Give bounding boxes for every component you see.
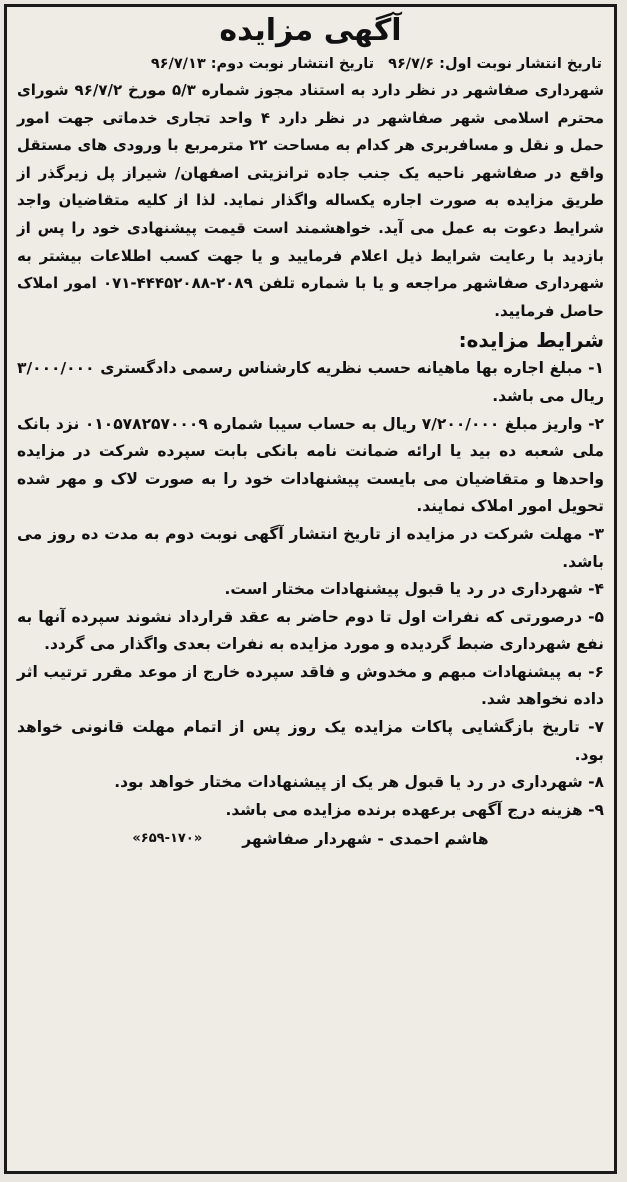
first-publish-date: تاریخ انتشار نوبت اول: ۹۶/۷/۶ <box>388 56 602 72</box>
condition-item: ۶- به پیشنهادات مبهم و مخدوش و فاقد سپرده خارج از موعد مقرر ترتیب اثر داده نخواهد شد. <box>17 662 604 709</box>
notice-body: شهرداری صفاشهر در نظر دارد به استناد مجوز شماره ۵/۳ مورخ ۹۶/۷/۲ شورای محترم اسلامی شهر صفاشهر در نظر دارد ۴ واحد تجاری خدماتی جهت امور حمل و نقل و مسافربری هر کدام به مساحت ۲۲ مترمربع با ورودی های مستقل واقع در صفاشهر ناحیه یک جنب جاده ترانزیتی اصفهان/ شیراز پل زیرگذر از طریق مزایده به صورت اجاره یکساله واگذار نماید. لذا از کلیه متقاضیان واجد شرایط دعوت به عمل می آید. خواهشمند است قیمت پیشنهادی خود را پس از بازدید با رعایت شرایط ذیل اعلام فرمایید و یا جهت کسب اطلاعات بیشتر به شهرداری صفاشهر مراجعه و یا با شماره تلفن ۲۰۸۹-۴۴۴۵۲۰۸۸-۰۷۱ امور املاک حاصل فرمایید. <box>17 81 604 320</box>
notice-footer <box>7 826 614 852</box>
signature: هاشم احمدی - شهردار صفاشهر <box>242 830 489 849</box>
notice-code: «۶۵۹-۱۷۰» <box>132 831 203 847</box>
condition-item: ۴- شهرداری در رد یا قبول پیشنهادات مختار است. <box>224 580 604 599</box>
condition-item: ۹- هزینه درج آگهی برعهده برنده مزایده می باشد. <box>225 800 604 819</box>
condition-item: ۲- واریز مبلغ ۷/۲۰۰/۰۰۰ ریال به حساب سیبا شماره ۰۱۰۵۷۸۲۵۷۰۰۰۹ نزد بانک ملی شعبه ده بید یا ارائه ضمانت نامه بانکی بابت سپرده شرکت در مزایده واحدها و متقاضیان می بایست پیشنهادات خود را به صورت لاک و مهر شده تحویل امور املاک نمایند. <box>17 414 604 516</box>
condition-item: ۵- درصورتی که نفرات اول تا دوم حاضر به عقد قرارداد نشوند سپرده آنها به نفع شهرداری ضبط گردیده و مورد مزایده به نفرات بعدی واگذار می گردد. <box>17 607 604 654</box>
conditions-heading: شرایط مزایده: <box>458 328 604 353</box>
condition-item: ۳- مهلت شرکت در مزایده از تاریخ انتشار آگهی نوبت دوم به مدت ده روز می باشد. <box>17 524 604 571</box>
auction-notice <box>4 4 617 1174</box>
notice-title: آگهی مزایده <box>219 13 402 48</box>
conditions-list <box>7 355 614 824</box>
condition-item: ۷- تاریخ بازگشایی پاکات مزایده یک روز پس از اتمام مهلت قانونی خواهد بود. <box>17 718 604 764</box>
publish-dates <box>7 53 614 75</box>
condition-item: ۱- مبلغ اجاره بها ماهیانه حسب نظریه کارشناس رسمی دادگستری ۳/۰۰۰/۰۰۰ ریال می باشد. <box>17 359 604 405</box>
second-publish-date: تاریخ انتشار نوبت دوم: ۹۶/۷/۱۳ <box>150 56 375 72</box>
condition-item: ۸- شهرداری در رد یا قبول هر یک از پیشنهادات مختار خواهد بود. <box>114 773 604 792</box>
